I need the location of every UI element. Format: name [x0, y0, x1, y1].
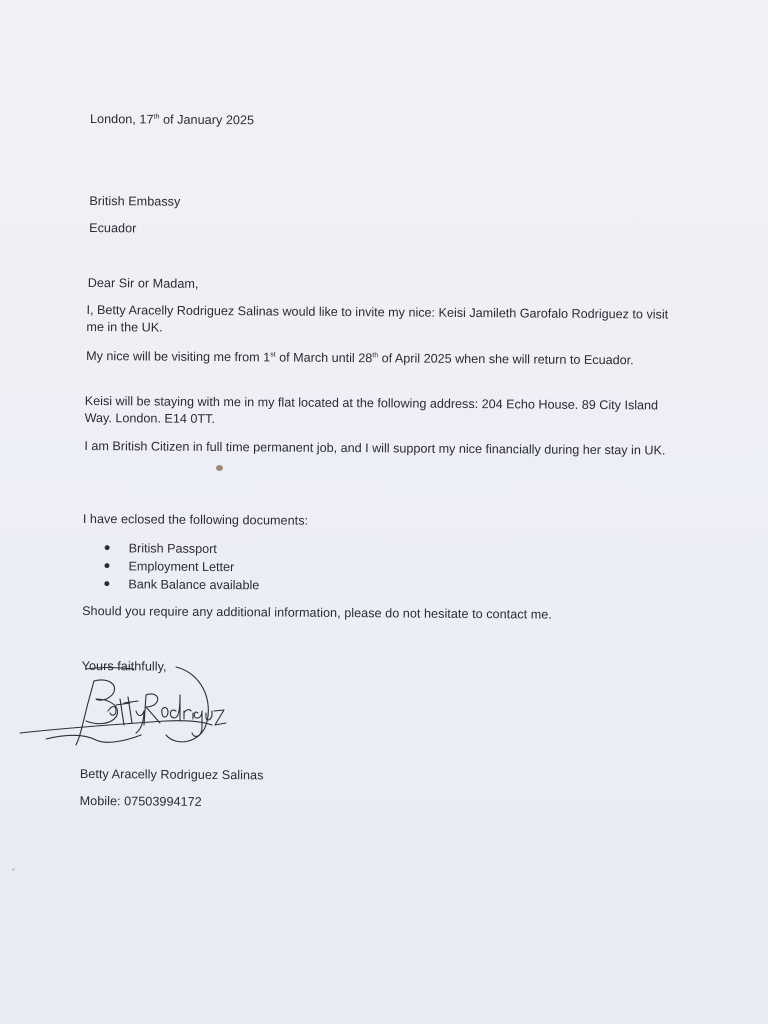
paragraph-visit-dates: My nice will be visiting me from 1st of March until 28th of April 2025 when she will return to Ecuador. [86, 348, 634, 368]
enclosures-list [104, 539, 259, 594]
paragraph-financial-support: I am British Citizen in full time permanent job, and I will support my nice financially during her stay in UK. [84, 438, 666, 458]
letter-date: London, 17th of January 2025 [89, 112, 255, 128]
list-item: Bank Balance available [104, 575, 259, 594]
paragraph-address: Keisi will be staying with me in my flat located at the following address: 204 Echo House. 89 City Island Way. London. E14 0TT. [84, 393, 659, 426]
sign-off: Yours faithfully, [81, 658, 167, 674]
salutation: Dear Sir or Madam, [87, 275, 199, 291]
signer-name: Betty Aracelly Rodriguez Salinas [79, 766, 264, 783]
recipient-line-2: Ecuador [89, 220, 137, 236]
paper-speck [216, 465, 223, 471]
enclosures-intro: I have eclosed the following documents: [82, 511, 309, 528]
list-item: British Passport [105, 539, 260, 558]
bullet-icon [104, 563, 109, 568]
handwritten-signature [16, 655, 231, 760]
bullet-icon [105, 545, 110, 550]
recipient-line-1: British Embassy [89, 193, 181, 209]
closing-request: Should you require any additional information, please do not hesitate to contact me. [82, 603, 552, 622]
bullet-icon [104, 581, 109, 586]
paper-speck [12, 868, 15, 871]
signer-mobile: Mobile: 07503994172 [79, 793, 202, 809]
paragraph-invitation: I, Betty Aracelly Rodriguez Salinas would like to invite my nice: Keisi Jamileth Garofalo Rodriguez to visit me in the UK. [86, 302, 669, 335]
list-item: Employment Letter [104, 557, 259, 576]
